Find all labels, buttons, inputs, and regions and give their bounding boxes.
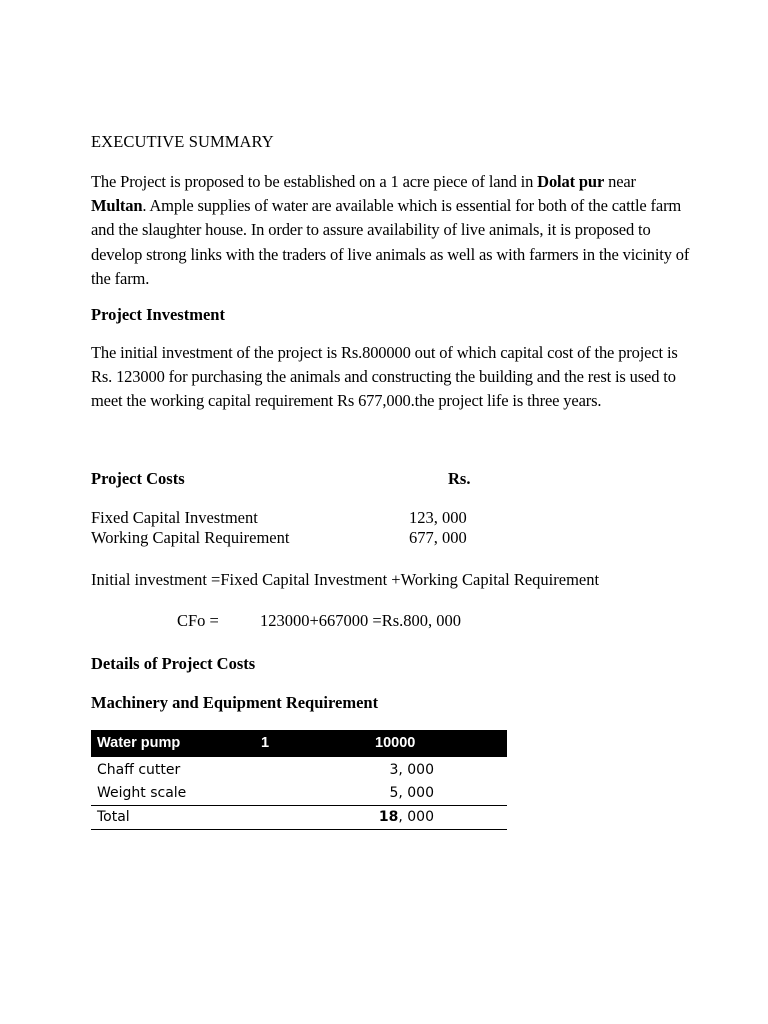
row-item-name: Chaff cutter <box>97 762 181 778</box>
header-amount: 10000 <box>375 735 416 751</box>
machinery-subheading: Machinery and Equipment Requirement <box>91 693 379 712</box>
table-row <box>91 759 507 782</box>
cfo-value: 123000+667000 =Rs.800, 000 <box>260 611 462 630</box>
details-heading: Details of Project Costs <box>91 654 256 673</box>
total-amount <box>379 809 434 825</box>
initial-investment-formula: Initial investment =Fixed Capital Investment +Working Capital Requirement <box>91 570 600 589</box>
location-dolat-pur: Dolat pur <box>537 172 605 191</box>
project-costs-heading: Project Costs <box>91 469 185 488</box>
cost-row-fixed-capital <box>91 507 491 528</box>
total-amount-bold: 18 <box>378 809 399 825</box>
summary-text-2: near <box>604 172 636 191</box>
total-amount-rest: , 000 <box>398 809 434 825</box>
currency-label: Rs. <box>448 469 471 488</box>
header-quantity: 1 <box>261 735 270 751</box>
total-label: Total <box>97 809 130 825</box>
table-row <box>91 782 507 805</box>
summary-text-3: . Ample supplies of water are available which is essential for both of the cattle farm and the slaughter house. In order to assure availability of live animals, it is proposed to develop strong links with the traders of live animals as well as with farmers in the vicinity of the farm. <box>91 196 690 288</box>
cost-value: 123, 000 <box>409 508 467 527</box>
executive-summary-title: EXECUTIVE SUMMARY <box>91 132 274 151</box>
row-amount: 3, 000 <box>389 762 434 778</box>
row-amount: 5, 000 <box>389 785 434 801</box>
cfo-label: CFo = <box>177 611 219 630</box>
table-header-row <box>91 730 507 757</box>
cost-label: Working Capital Requirement <box>91 528 290 547</box>
project-investment-heading: Project Investment <box>91 305 225 324</box>
header-item-name: Water pump <box>97 735 181 751</box>
cost-value: 677, 000 <box>409 528 467 547</box>
cost-row-working-capital <box>91 527 491 548</box>
location-multan: Multan <box>91 196 143 216</box>
project-investment-paragraph: The initial investment of the project is Rs.800000 out of which capital cost of the project is Rs. 123000 for purchasing the animals and constructing the building and the rest is used to meet the working capital requirement Rs 677,000.the project life is three years. <box>91 343 678 411</box>
table-total-row <box>91 805 507 830</box>
executive-summary-paragraph <box>91 170 691 291</box>
cost-label: Fixed Capital Investment <box>91 508 258 527</box>
summary-text-1: The Project is proposed to be established on a 1 acre piece of land in <box>91 172 538 191</box>
row-item-name: Weight scale <box>97 785 187 801</box>
equipment-table <box>91 730 507 830</box>
